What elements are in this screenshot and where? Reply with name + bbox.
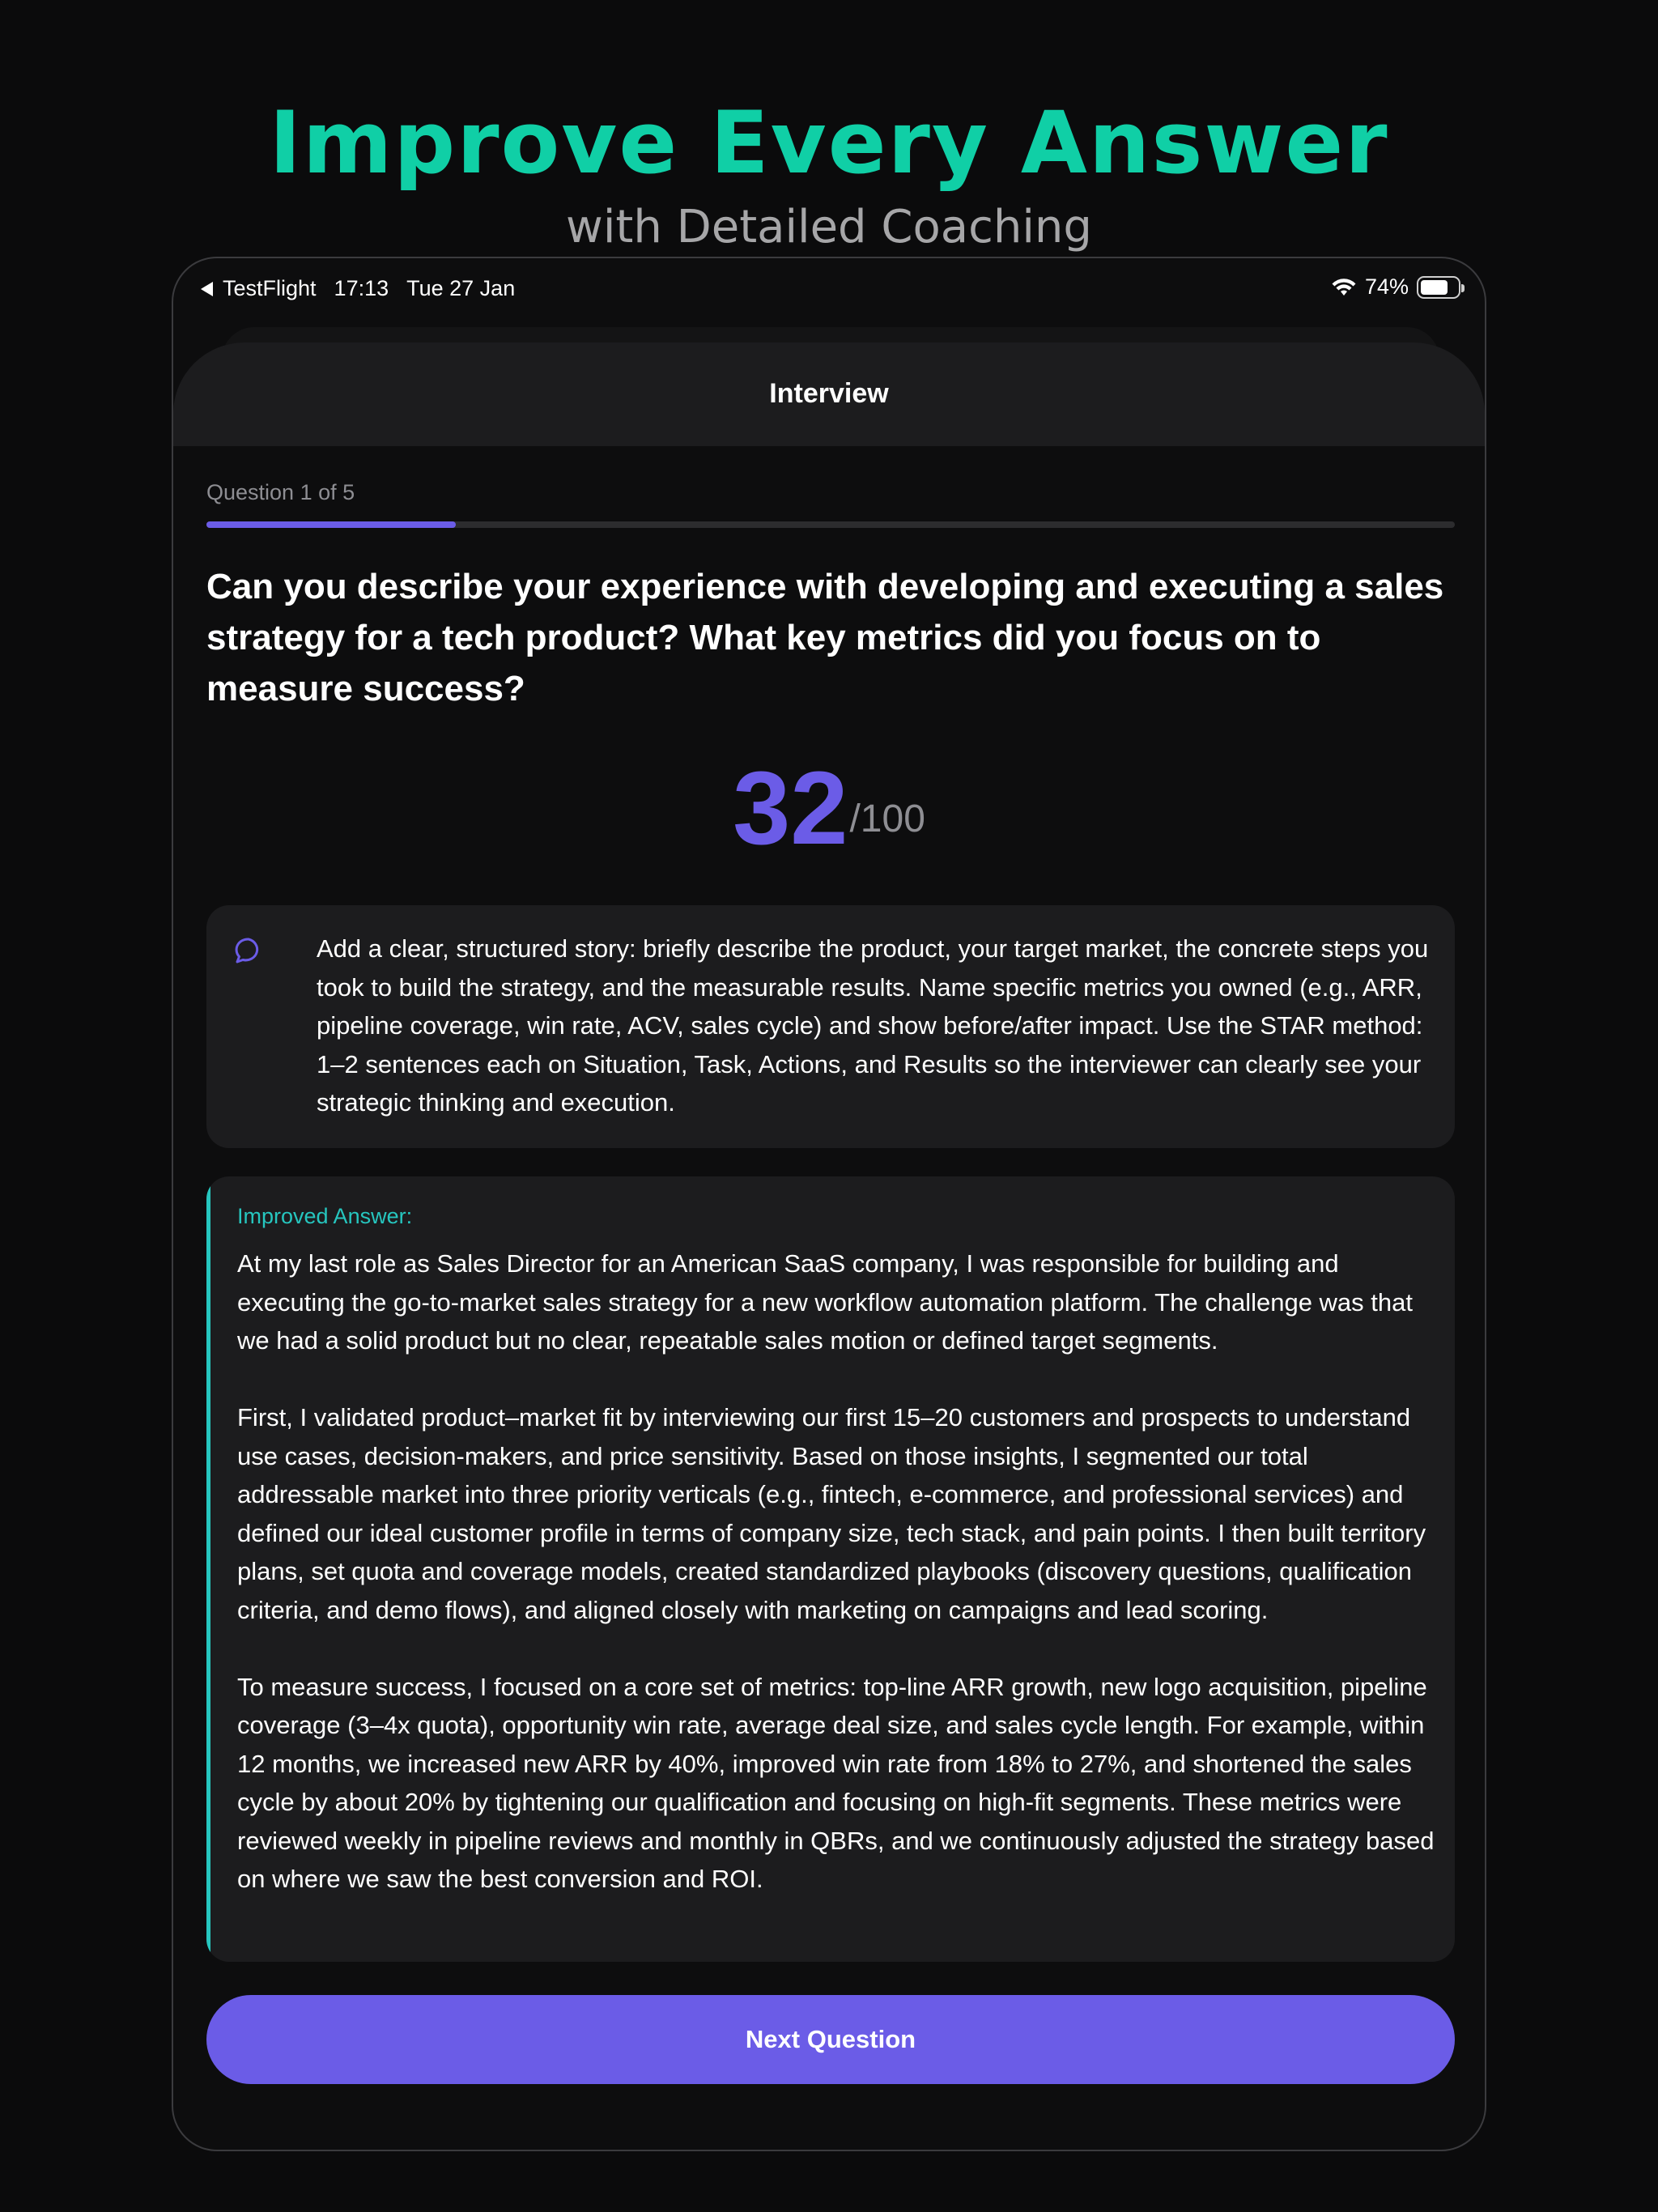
status-right xyxy=(1331,274,1460,300)
nav-title: Interview xyxy=(769,378,889,409)
nav-header xyxy=(173,342,1485,446)
feedback-text: Add a clear, structured story: briefly describe the product, your target market, the concrete steps you took to build the strategy, and the measurable results. Name specific metrics you owned (e.g., ARR, pipeline coverage, win rate, ACV, sales cycle) and show before/after impact. Use the STAR method: 1–2 sentences each on Situation, Task, Actions, and Results so the interviewer can clearly see your strategic thinking and execution. xyxy=(317,934,1429,1117)
improved-paragraph: To measure success, I focused on a core set of metrics: top-line ARR growth, new logo acquisition, pipeline coverage (3–4x quota), opportunity win rate, average deal size, and sales cycle length. For example, within 12 months, we increased new ARR by 40%, improved win rate from 18% to 27%, and shortened the sales cycle by about 20% by tightening our qualification and focusing on high-fit segments. These metrics were reviewed weekly in pipeline reviews and monthly in QBRs, and we continuously adjusted the strategy based on where we saw the best conversion and ROI. xyxy=(237,1672,1435,1893)
back-to-app-label[interactable]: TestFlight xyxy=(223,276,317,300)
score-value: 32 xyxy=(733,751,848,866)
accent-bar xyxy=(206,1176,210,1962)
hero-title: Improve Every Answer xyxy=(269,93,1389,193)
hero-subtitle: with Detailed Coaching xyxy=(566,201,1092,253)
status-date: Tue 27 Jan xyxy=(406,276,516,300)
improved-answer-body xyxy=(237,1244,1435,1899)
score-max: /100 xyxy=(849,798,925,840)
improved-answer-label: Improved Answer: xyxy=(237,1204,413,1228)
question-text: Can you describe your experience with developing and executing a sales strategy for a tech product? What key metrics did you focus on to measure success? xyxy=(206,567,1444,708)
battery-icon xyxy=(1417,276,1460,299)
progress-fill xyxy=(206,521,456,528)
wifi-icon xyxy=(1331,278,1357,297)
improved-paragraph: At my last role as Sales Director for an American SaaS company, I was responsible for building and executing the go-to-market sales strategy for a new workflow automation platform. The challenge was that we had a solid product but no clear, repeatable sales motion or defined target segments. xyxy=(237,1249,1413,1355)
improved-answer-card xyxy=(206,1176,1455,1962)
progress-bar xyxy=(206,521,1455,528)
chat-bubble-icon xyxy=(234,936,263,965)
status-left xyxy=(201,276,533,301)
device-frame xyxy=(172,257,1486,2151)
score-display xyxy=(173,752,1485,866)
status-time: 17:13 xyxy=(334,276,389,300)
battery-percent: 74% xyxy=(1364,274,1409,299)
back-arrow-icon[interactable] xyxy=(201,282,213,296)
battery-fill xyxy=(1421,280,1448,295)
status-bar xyxy=(173,270,1485,310)
progress-label: Question 1 of 5 xyxy=(206,480,355,504)
improved-paragraph: First, I validated product–market fit by interviewing our first 15–20 customers and prospects to understand use cases, decision-makers, and price sensitivity. Based on those insights, I segmented our total addressable market into three priority verticals (e.g., fintech, e-commerce, and professional services) and defined our ideal customer profile in terms of company size, tech stack, and pain points. I then built territory plans, set quota and coverage models, created standardized playbooks (discovery questions, qualification criteria, and demo flows), and aligned closely with marketing on campaigns and lead scoring. xyxy=(237,1403,1426,1624)
feedback-card xyxy=(206,905,1455,1148)
next-question-button[interactable]: Next Question xyxy=(206,1995,1455,2084)
